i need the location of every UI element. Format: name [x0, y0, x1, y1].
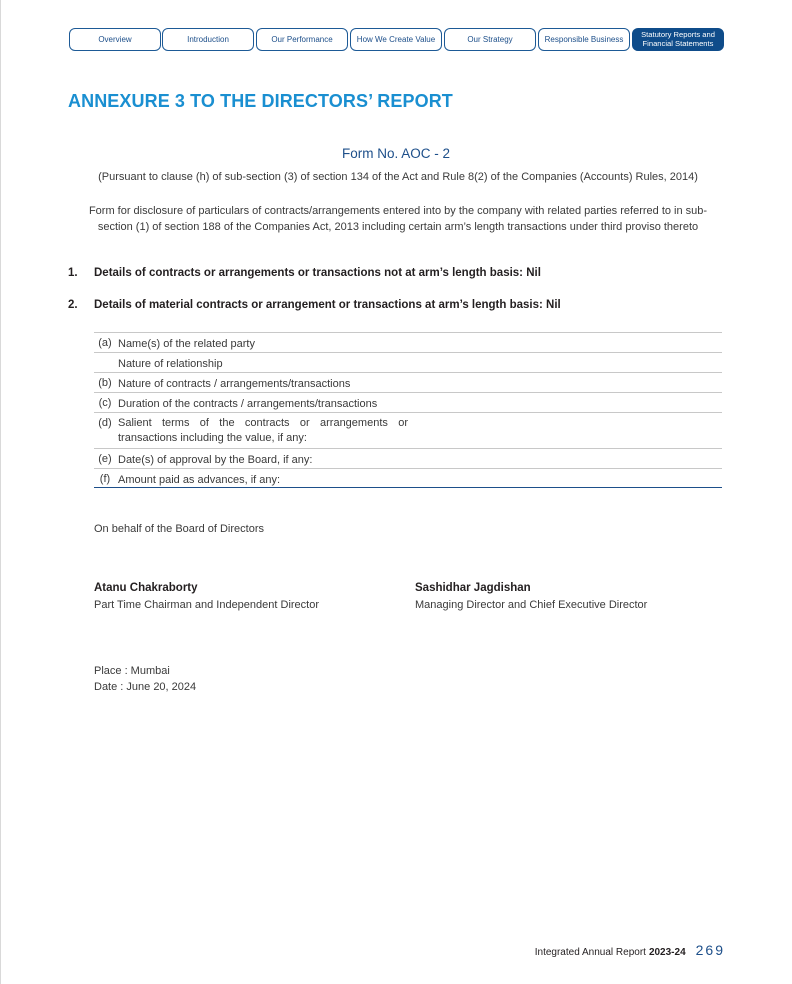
signatory-role: Managing Director and Chief Executive Director: [415, 599, 648, 611]
table-row: [94, 448, 722, 468]
date-text: Date : June 20, 2024: [94, 681, 197, 693]
on-behalf-text: On behalf of the Board of Directors: [94, 523, 264, 535]
tab-statutory-reports[interactable]: Statutory Reports and Financial Statements: [632, 28, 724, 51]
item-number: 2.: [68, 299, 78, 311]
page-footer: [535, 942, 725, 958]
tab-how-we-create-value[interactable]: How We Create Value: [350, 28, 442, 51]
row-letter: (e): [98, 453, 112, 465]
row-letter: (b): [98, 377, 112, 389]
report-name: Integrated Annual Report: [534, 947, 646, 958]
row-label: Name(s) of the related party: [118, 338, 255, 350]
item-number: 1.: [68, 267, 78, 279]
row-letter: (d): [98, 417, 112, 429]
contracts-table: [94, 332, 722, 488]
table-row: [94, 332, 722, 352]
row-label: Date(s) of approval by the Board, if any:: [118, 454, 313, 466]
row-label: Nature of relationship: [118, 358, 223, 370]
tab-overview[interactable]: Overview: [69, 28, 161, 51]
row-label: Duration of the contracts / arrangements/transactions: [118, 398, 378, 410]
place-text: Place : Mumbai: [94, 665, 170, 677]
signatory-name: Atanu Chakraborty: [94, 582, 198, 594]
row-letter: (f): [99, 473, 111, 485]
table-row: [94, 468, 722, 488]
row-label: Salient terms of the contracts or arrangements or transactions including the value, if any:: [118, 417, 408, 444]
disclosure-text: Form for disclosure of particulars of contracts/arrangements entered into by the company with related parties referred to in sub-section (1) of section 188 of the Companies Act, 2013 including certain arm’s length transactions under third proviso thereto: [88, 205, 708, 233]
place-date: [94, 663, 196, 695]
table-row: [94, 372, 722, 392]
row-letter: (c): [98, 397, 112, 409]
signatory-chairman: [94, 581, 319, 613]
signatory-role: Part Time Chairman and Independent Director: [94, 599, 320, 611]
row-label: Amount paid as advances, if any:: [118, 474, 281, 486]
item-text: Details of material contracts or arrangement or transactions at arm’s length basis: Nil: [94, 299, 561, 311]
tab-our-strategy[interactable]: Our Strategy: [444, 28, 536, 51]
table-row: [94, 392, 722, 412]
signatory-md: [415, 581, 647, 613]
form-number: Form No. AOC - 2: [341, 146, 451, 161]
tab-our-performance[interactable]: Our Performance: [256, 28, 348, 51]
section-tabs: [69, 28, 724, 53]
tab-introduction[interactable]: Introduction: [162, 28, 254, 51]
page-number: 269: [695, 942, 725, 958]
row-label: Nature of contracts / arrangements/transactions: [118, 378, 351, 390]
signatory-name: Sashidhar Jagdishan: [415, 582, 531, 594]
table-row: [94, 352, 722, 372]
item-text: Details of contracts or arrangements or transactions not at arm’s length basis: Nil: [94, 267, 541, 279]
page-title: ANNEXURE 3 TO THE DIRECTORS’ REPORT: [68, 91, 453, 111]
row-letter: (a): [98, 337, 112, 349]
pursuant-clause: (Pursuant to clause (h) of sub-section (3) of section 134 of the Act and Rule 8(2) of the Companies (Accounts) Rules, 2014): [98, 171, 698, 183]
table-row: [94, 412, 722, 448]
report-year: 2023-24: [648, 947, 686, 958]
tab-responsible-business[interactable]: Responsible Business: [538, 28, 630, 51]
